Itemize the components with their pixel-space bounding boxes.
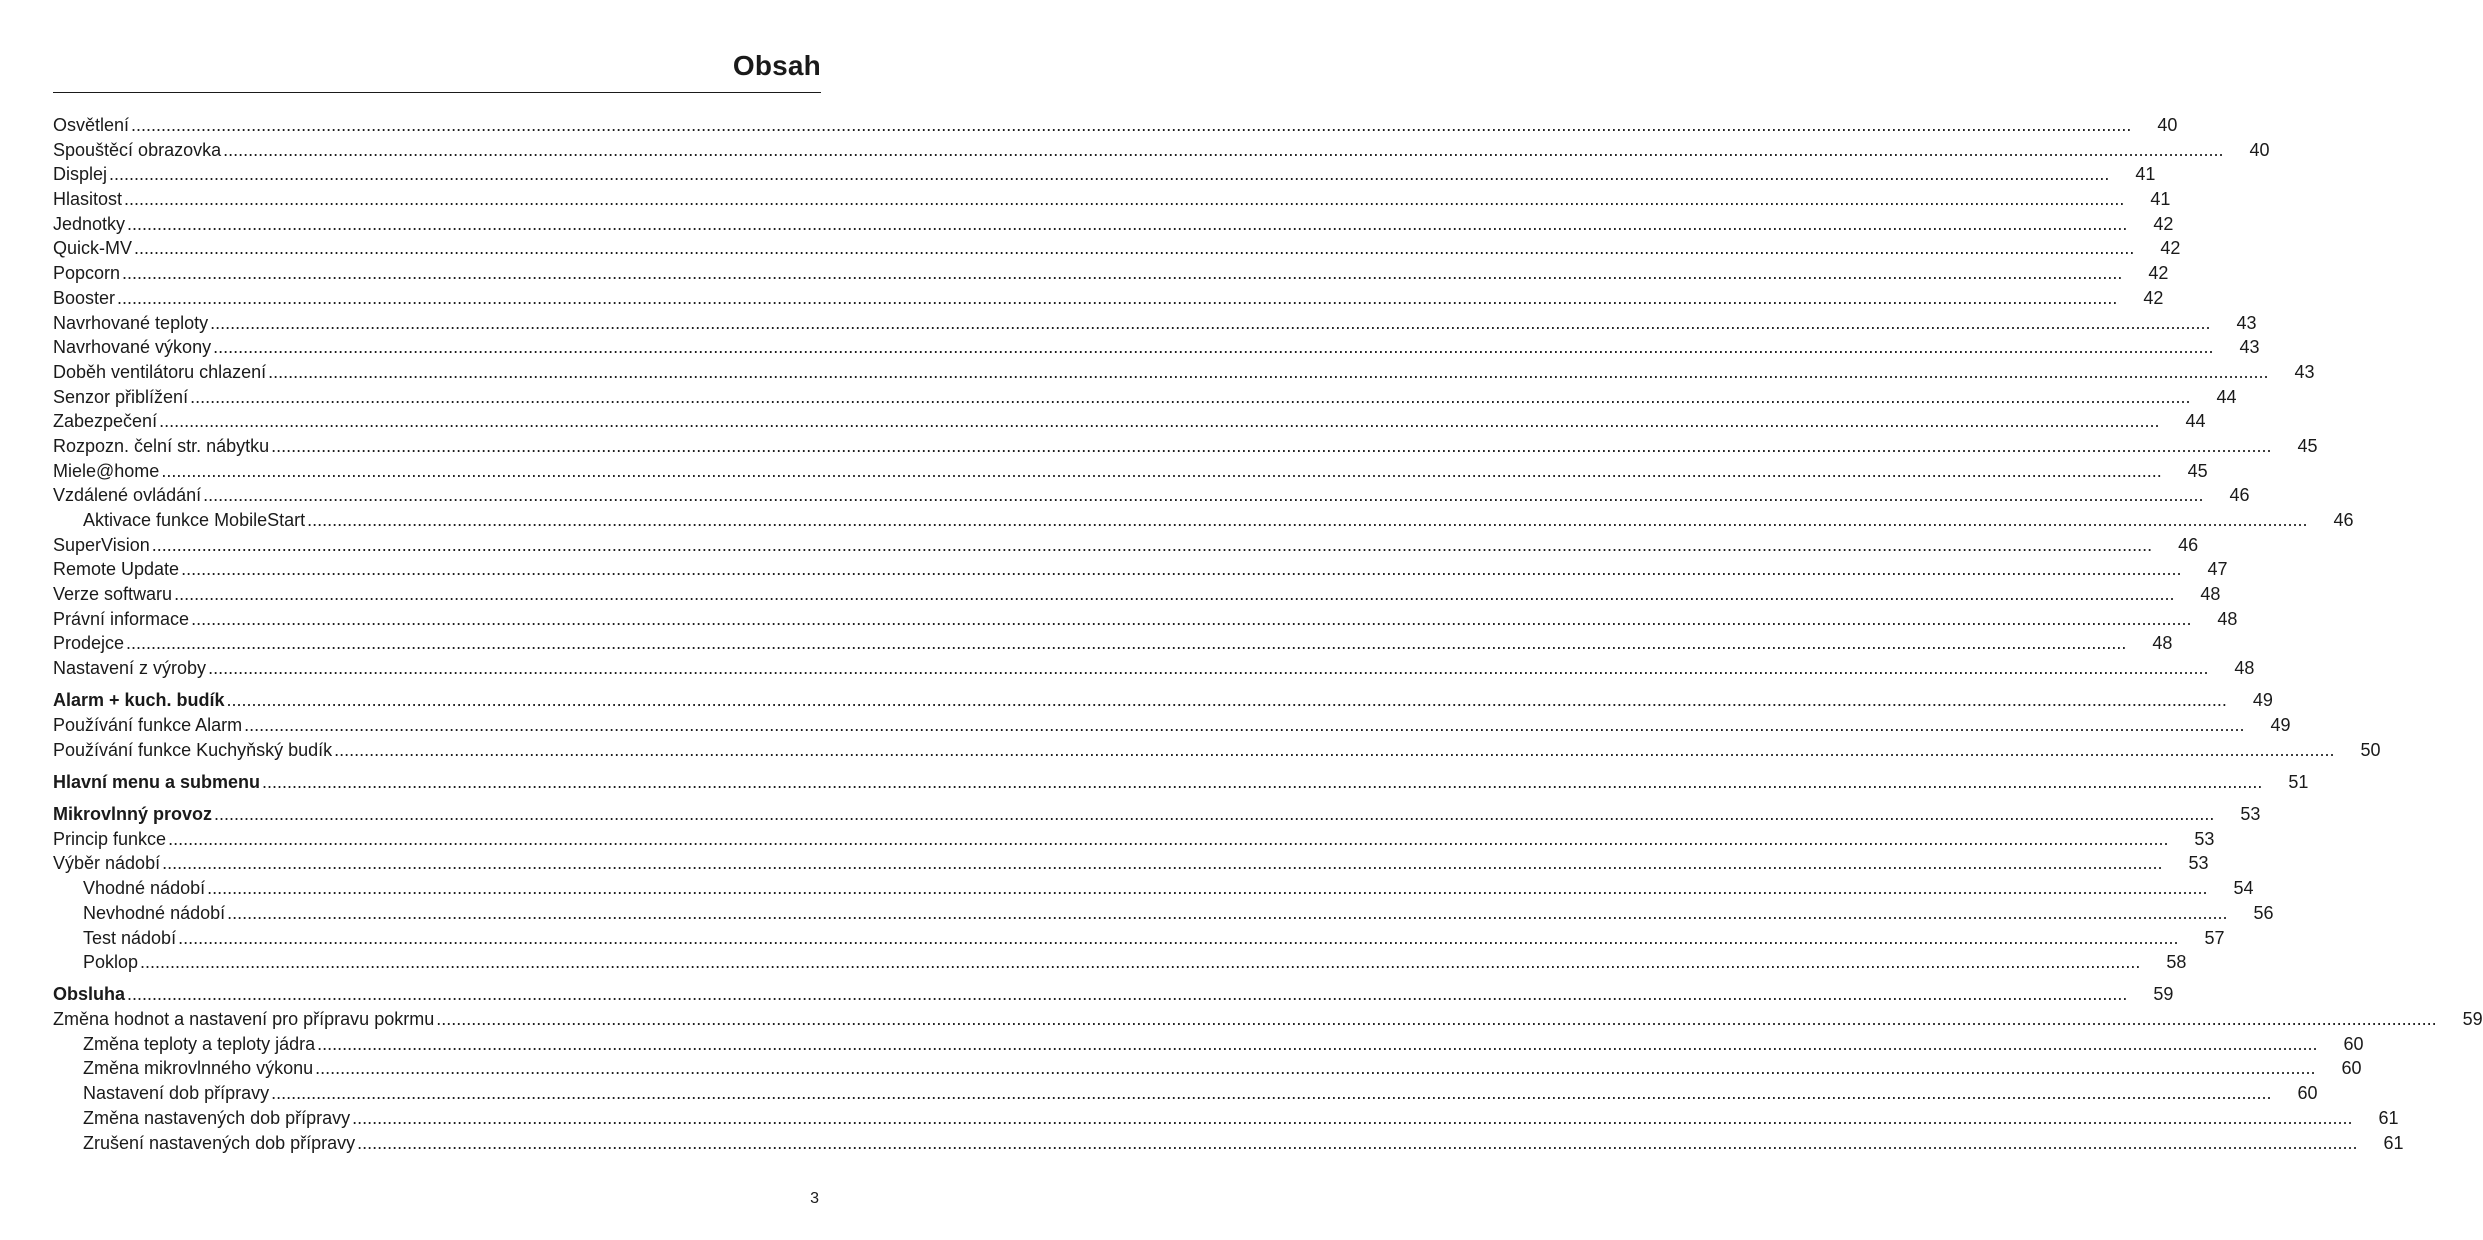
toc-entry-page: 50 [2360, 739, 2381, 760]
toc-entry-page: 40 [2249, 139, 2270, 160]
toc-entry[interactable] [53, 950, 2187, 975]
toc-entry-title: Alarm + kuch. budík [53, 690, 225, 711]
toc-entry-title: Verze softwaru [53, 584, 173, 605]
toc-entry[interactable] [53, 770, 2309, 795]
toc-entry-title: Navrhované výkony [53, 337, 212, 358]
toc-dot-leader: ................................................................................................................................................................................................................................................................................................................................................................................................................ [262, 771, 2263, 792]
toc-dot-leader: ................................................................................................................................................................................................................................................................................................................................................................................................................ [207, 878, 2208, 899]
toc-entry[interactable] [53, 876, 2254, 901]
toc-dot-leader: ................................................................................................................................................................................................................................................................................................................................................................................................................ [127, 984, 2128, 1005]
toc-dot-leader: ................................................................................................................................................................................................................................................................................................................................................................................................................ [271, 435, 2272, 456]
toc-entry-title: Změna hodnot a nastavení pro přípravu pokrmu [53, 1009, 435, 1030]
toc-entry[interactable] [53, 409, 2206, 434]
toc-entry-page: 53 [2240, 804, 2261, 825]
toc-dot-leader: ................................................................................................................................................................................................................................................................................................................................................................................................................ [315, 1058, 2316, 1079]
toc-entry[interactable] [53, 1032, 2364, 1057]
toc-entry-title: Změna mikrovlnného výkonu [83, 1058, 314, 1079]
toc-entry-page: 57 [2204, 927, 2225, 948]
toc-entry-title: Doběh ventilátoru chlazení [53, 361, 267, 382]
toc-dot-leader: ................................................................................................................................................................................................................................................................................................................................................................................................................ [214, 804, 2215, 825]
toc-entry-page: 48 [2234, 658, 2255, 679]
page-title: Obsah [732, 50, 821, 81]
toc-entry-title: Remote Update [53, 559, 180, 580]
toc-entry-page: 56 [2253, 902, 2274, 923]
toc-entry-page: 43 [2294, 361, 2315, 382]
toc-dot-leader: ................................................................................................................................................................................................................................................................................................................................................................................................................ [271, 1083, 2272, 1104]
toc-entry-title: Změna nastavených dob přípravy [83, 1107, 351, 1128]
toc-entry-page: 46 [2178, 534, 2199, 555]
toc-entry-title: Právní informace [53, 608, 190, 629]
toc-entry-page: 42 [2153, 213, 2174, 234]
toc-entry-page: 42 [2143, 287, 2164, 308]
toc-entry-title: Vhodné nádobí [83, 878, 206, 899]
toc-entry-title: Navrhované teploty [53, 312, 209, 333]
toc-entry-title: Výběr nádobí [53, 853, 161, 874]
toc-dot-leader: ................................................................................................................................................................................................................................................................................................................................................................................................................ [191, 608, 2192, 629]
toc-entry-title: Prodejce [53, 633, 125, 654]
toc-entry[interactable] [53, 212, 2174, 237]
toc-entry-title: Aktivace funkce MobileStart [83, 510, 306, 530]
toc-entry-title: Booster [53, 287, 116, 308]
toc-entry[interactable] [53, 1131, 2404, 1156]
toc-entry-title: Poklop [83, 952, 139, 973]
toc-dot-leader: ................................................................................................................................................................................................................................................................................................................................................................................................................ [226, 690, 2227, 711]
toc-entry-page: 51 [2288, 771, 2309, 792]
toc-dot-leader: ................................................................................................................................................................................................................................................................................................................................................................................................................ [168, 828, 2169, 849]
toc-dot-leader: ................................................................................................................................................................................................................................................................................................................................................................................................................ [227, 902, 2228, 923]
toc-dot-leader: ................................................................................................................................................................................................................................................................................................................................................................................................................ [124, 189, 2125, 210]
toc-entry[interactable] [53, 533, 2199, 558]
toc-dot-leader: ................................................................................................................................................................................................................................................................................................................................................................................................................ [127, 213, 2128, 234]
toc-entry-page: 45 [2187, 460, 2208, 481]
toc-entry[interactable] [53, 286, 2164, 311]
toc-dot-leader: ................................................................................................................................................................................................................................................................................................................................................................................................................ [334, 739, 2335, 760]
toc-dot-leader: ................................................................................................................................................................................................................................................................................................................................................................................................................ [210, 312, 2211, 333]
toc-entry-title: Rozpozn. čelní str. nábytku [53, 435, 270, 456]
toc-entry-title: Princip funkce [53, 828, 167, 849]
toc-entry-page: 61 [2383, 1132, 2404, 1153]
toc-entry-title: Displej [53, 164, 108, 185]
toc-entry[interactable] [53, 827, 2215, 852]
title-divider [53, 92, 821, 93]
toc-dot-leader: ................................................................................................................................................................................................................................................................................................................................................................................................................ [436, 1009, 2437, 1030]
toc-entry[interactable] [53, 162, 2156, 187]
toc-entry[interactable] [53, 1106, 2399, 1131]
toc-entry[interactable] [53, 802, 2261, 827]
toc-entry[interactable] [53, 335, 2260, 360]
toc-dot-leader: ................................................................................................................................................................................................................................................................................................................................................................................................................ [117, 287, 2118, 308]
toc-entry-title: Zabezpečení [53, 411, 158, 432]
toc-entry-page: 42 [2148, 263, 2169, 284]
toc-entry[interactable] [53, 557, 2228, 582]
toc-entry-page: 45 [2297, 435, 2318, 456]
toc-entry[interactable] [53, 483, 2250, 508]
toc-dot-leader: ................................................................................................................................................................................................................................................................................................................................................................................................................ [244, 715, 2245, 735]
toc-dot-leader: ................................................................................................................................................................................................................................................................................................................................................................................................................ [109, 164, 2110, 185]
toc-entry-page: 48 [2200, 584, 2221, 605]
toc-dot-leader: ................................................................................................................................................................................................................................................................................................................................................................................................................ [126, 633, 2127, 654]
table-of-contents [53, 113, 2483, 1155]
toc-dot-leader: ................................................................................................................................................................................................................................................................................................................................................................................................................ [208, 658, 2209, 679]
toc-entry-title: Obsluha [53, 984, 126, 1005]
toc-entry-page: 40 [2157, 115, 2178, 135]
toc-entry[interactable] [53, 926, 2225, 951]
toc-entry[interactable] [53, 459, 2208, 484]
toc-entry-title: Vzdálené ovládání [53, 485, 202, 506]
toc-entry[interactable] [53, 607, 2238, 632]
toc-entry-page: 61 [2378, 1107, 2399, 1128]
toc-entry-page: 41 [2135, 164, 2156, 185]
toc-entry-title: Popcorn [53, 263, 121, 284]
toc-entry[interactable] [53, 187, 2171, 212]
toc-entry[interactable] [53, 236, 2181, 261]
toc-entry-title: Test nádobí [83, 927, 177, 948]
toc-entry[interactable] [53, 385, 2237, 410]
toc-dot-leader: ................................................................................................................................................................................................................................................................................................................................................................................................................ [159, 411, 2160, 432]
toc-entry-title: Osvětlení [53, 115, 130, 135]
toc-dot-leader: ................................................................................................................................................................................................................................................................................................................................................................................................................ [352, 1107, 2353, 1128]
toc-entry[interactable] [53, 113, 2178, 138]
toc-entry-title: SuperVision [53, 534, 150, 555]
toc-entry-page: 46 [2333, 510, 2354, 530]
toc-entry[interactable] [53, 311, 2257, 336]
toc-entry-page: 44 [2216, 386, 2237, 407]
toc-entry-title: Miele@home [53, 460, 160, 481]
toc-entry-page: 59 [2462, 1009, 2483, 1030]
toc-entry[interactable] [53, 1007, 2483, 1032]
toc-entry[interactable] [53, 738, 2381, 763]
toc-dot-leader: ................................................................................................................................................................................................................................................................................................................................................................................................................ [307, 510, 2308, 530]
toc-entry-page: 43 [2236, 312, 2257, 333]
toc-entry-page: 48 [2217, 608, 2238, 629]
toc-dot-leader: ................................................................................................................................................................................................................................................................................................................................................................................................................ [131, 115, 2132, 135]
toc-entry-page: 60 [2343, 1033, 2364, 1054]
toc-dot-leader: ................................................................................................................................................................................................................................................................................................................................................................................................................ [357, 1132, 2358, 1153]
toc-entry-title: Používání funkce Kuchyňský budík [53, 739, 333, 760]
toc-entry-title: Senzor přiblížení [53, 386, 189, 407]
toc-entry-page: 53 [2188, 853, 2209, 874]
toc-entry-title: Nevhodné nádobí [83, 902, 226, 923]
toc-entry[interactable] [53, 688, 2273, 713]
toc-entry-page: 60 [2297, 1083, 2318, 1104]
toc-entry-title: Používání funkce Alarm [53, 715, 243, 735]
toc-entry[interactable] [53, 901, 2274, 926]
toc-entry-title: Změna teploty a teploty jádra [83, 1033, 316, 1054]
toc-entry-title: Spouštěcí obrazovka [53, 139, 222, 160]
toc-entry-page: 49 [2252, 690, 2273, 711]
page-number: 3 [810, 1190, 819, 1207]
toc-entry-page: 58 [2166, 952, 2187, 973]
toc-dot-leader: ................................................................................................................................................................................................................................................................................................................................................................................................................ [134, 238, 2135, 259]
toc-entry[interactable] [53, 713, 2291, 738]
toc-entry-page: 59 [2153, 984, 2174, 1005]
toc-entry-title: Nastavení dob přípravy [83, 1083, 270, 1104]
toc-entry-title: Quick-MV [53, 238, 133, 259]
toc-dot-leader: ................................................................................................................................................................................................................................................................................................................................................................................................................ [223, 139, 2224, 160]
toc-entry-page: 49 [2270, 715, 2291, 735]
toc-entry[interactable] [53, 982, 2174, 1007]
toc-dot-leader: ................................................................................................................................................................................................................................................................................................................................................................................................................ [203, 485, 2204, 506]
toc-entry-title: Mikrovlnný provoz [53, 804, 213, 825]
toc-dot-leader: ................................................................................................................................................................................................................................................................................................................................................................................................................ [161, 460, 2162, 481]
toc-entry[interactable] [53, 1056, 2362, 1081]
toc-entry-title: Jednotky [53, 213, 126, 234]
toc-dot-leader: ................................................................................................................................................................................................................................................................................................................................................................................................................ [122, 263, 2123, 284]
toc-entry[interactable] [53, 1081, 2318, 1106]
toc-entry-page: 60 [2341, 1058, 2362, 1079]
toc-entry-title: Hlavní menu a submenu [53, 771, 261, 792]
toc-entry-page: 43 [2239, 337, 2260, 358]
toc-entry-page: 46 [2229, 485, 2250, 506]
toc-dot-leader: ................................................................................................................................................................................................................................................................................................................................................................................................................ [162, 853, 2163, 874]
toc-entry-title: Nastavení z výroby [53, 658, 207, 679]
toc-entry[interactable] [53, 360, 2315, 385]
toc-entry-page: 44 [2185, 411, 2206, 432]
toc-entry-page: 41 [2150, 189, 2171, 210]
toc-entry[interactable] [53, 631, 2173, 656]
toc-dot-leader: ................................................................................................................................................................................................................................................................................................................................................................................................................ [178, 927, 2179, 948]
toc-entry-title: Hlasitost [53, 189, 123, 210]
toc-dot-leader: ................................................................................................................................................................................................................................................................................................................................................................................................................ [317, 1033, 2318, 1054]
toc-entry-page: 42 [2160, 238, 2181, 259]
toc-dot-leader: ................................................................................................................................................................................................................................................................................................................................................................................................................ [151, 534, 2153, 555]
toc-entry-page: 47 [2207, 559, 2228, 580]
toc-entry[interactable] [53, 851, 2209, 876]
toc-entry[interactable] [53, 434, 2318, 459]
toc-dot-leader: ................................................................................................................................................................................................................................................................................................................................................................................................................ [268, 361, 2269, 382]
toc-entry[interactable] [53, 261, 2169, 286]
toc-dot-leader: ................................................................................................................................................................................................................................................................................................................................................................................................................ [190, 386, 2191, 407]
toc-entry-page: 48 [2152, 633, 2173, 654]
toc-entry[interactable] [53, 582, 2221, 607]
toc-dot-leader: ................................................................................................................................................................................................................................................................................................................................................................................................................ [181, 559, 2182, 580]
toc-dot-leader: ................................................................................................................................................................................................................................................................................................................................................................................................................ [140, 952, 2141, 973]
toc-entry[interactable] [53, 656, 2255, 681]
toc-entry-page: 54 [2233, 878, 2254, 899]
toc-entry[interactable] [53, 138, 2270, 163]
toc-entry[interactable] [53, 508, 2354, 533]
toc-dot-leader: ................................................................................................................................................................................................................................................................................................................................................................................................................ [174, 584, 2175, 605]
toc-entry-title: Zrušení nastavených dob přípravy [83, 1132, 356, 1153]
toc-entry-page: 53 [2194, 828, 2215, 849]
toc-dot-leader: ................................................................................................................................................................................................................................................................................................................................................................................................................ [213, 337, 2214, 358]
